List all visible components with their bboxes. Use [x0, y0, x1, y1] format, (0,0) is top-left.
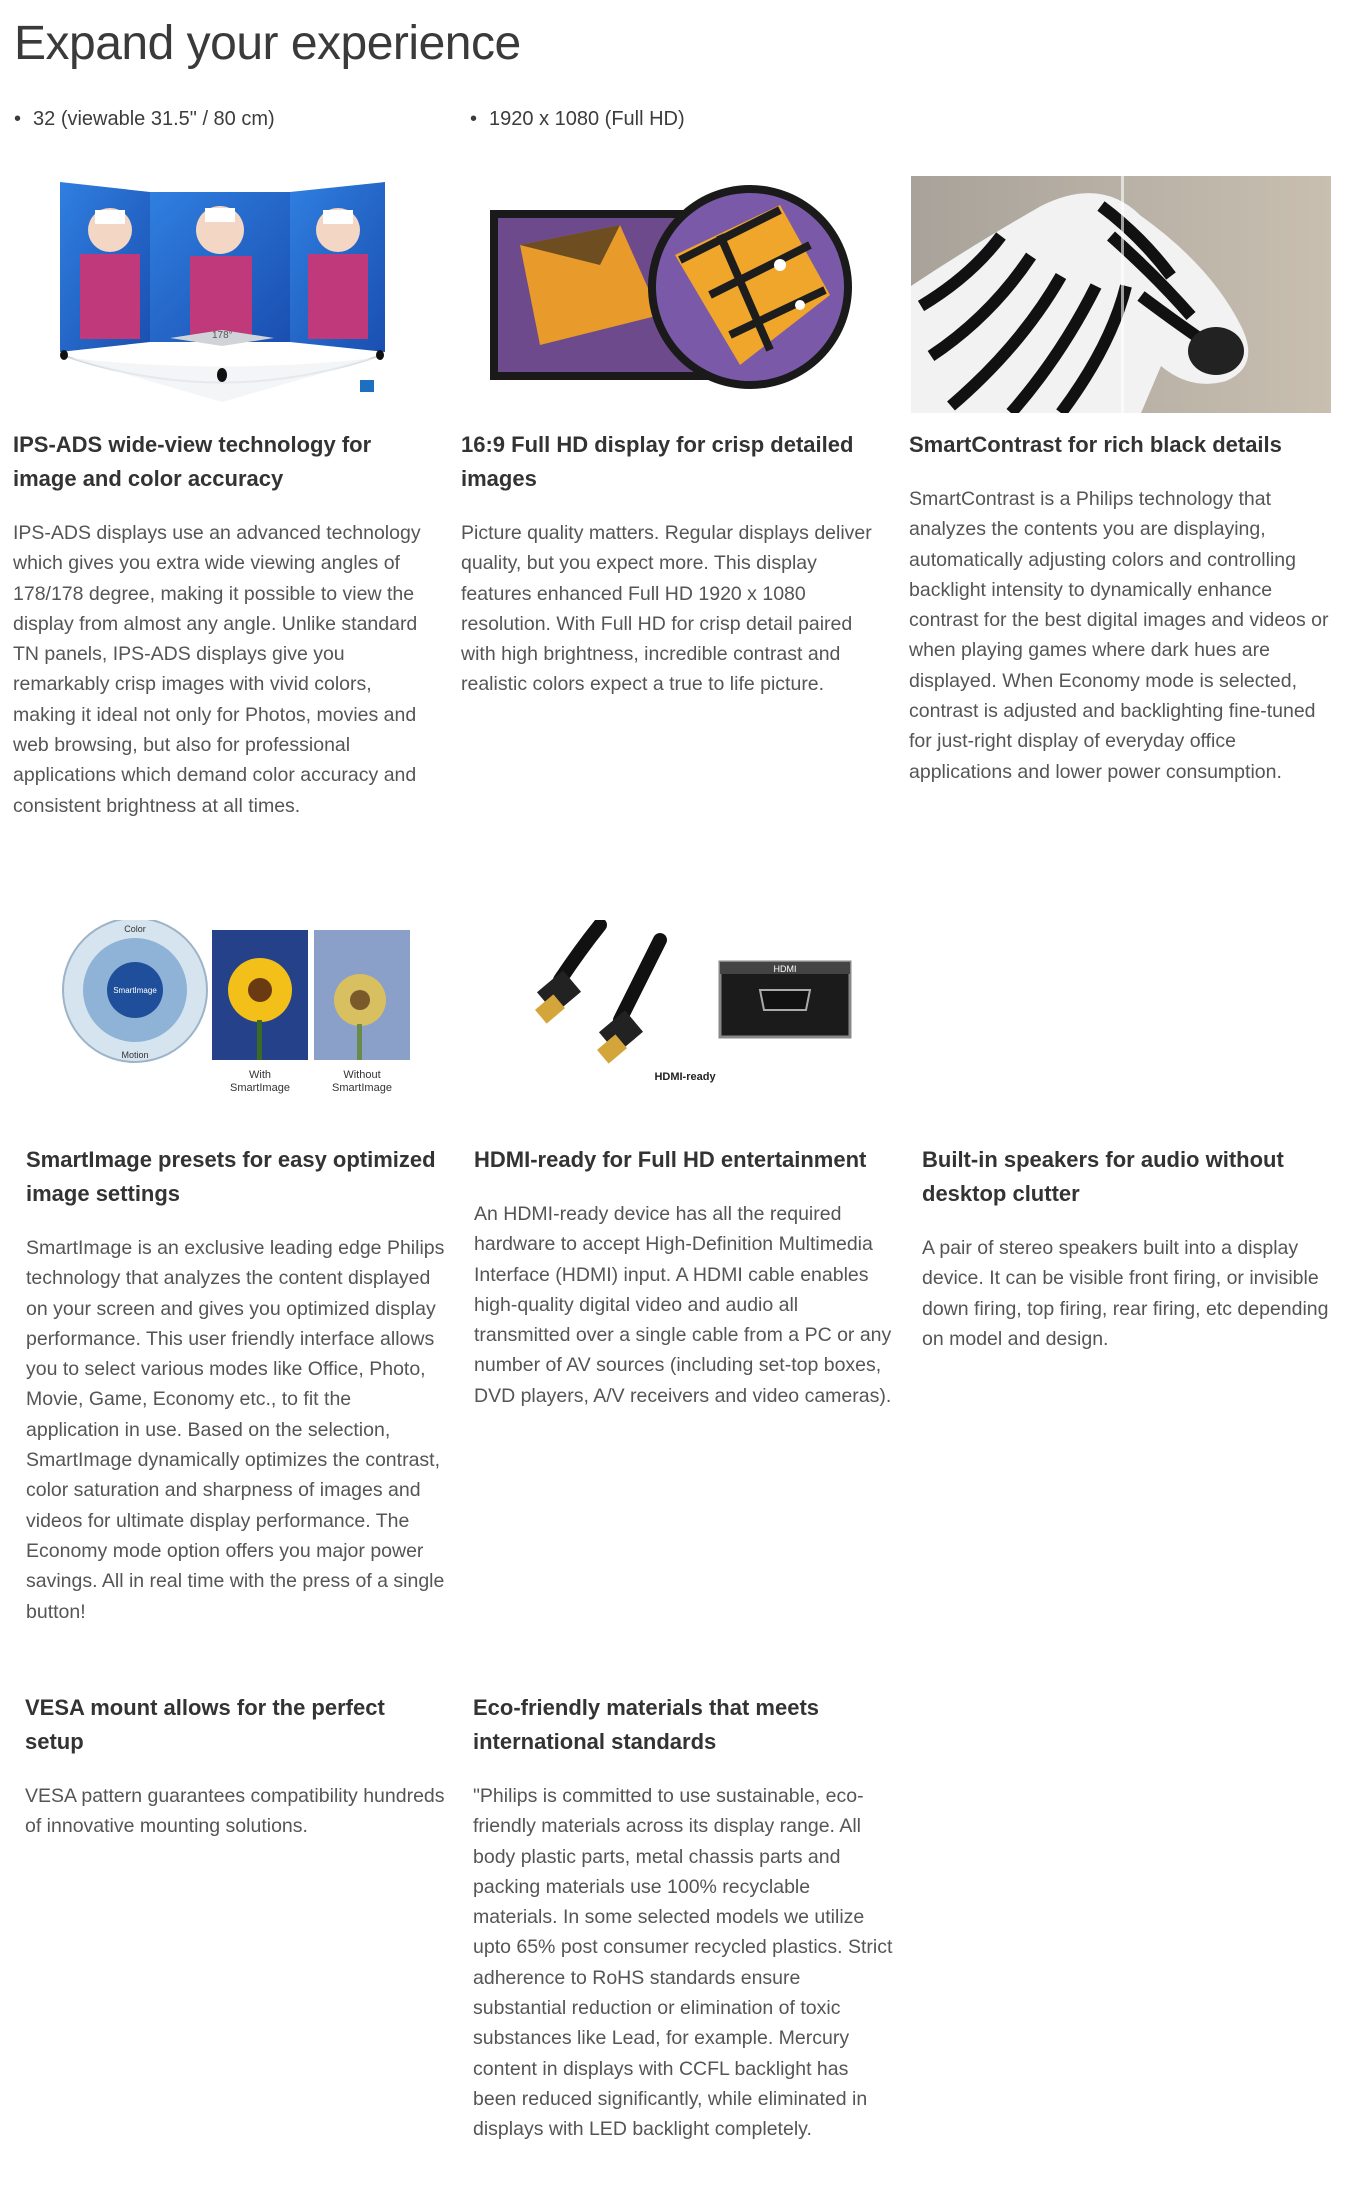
wheel-center-label: SmartImage [113, 986, 157, 995]
child-photo-icon [80, 206, 368, 340]
feature-smartimage [26, 1143, 446, 1627]
feature-ips-ads [13, 428, 433, 821]
feature-title: 16:9 Full HD display for crisp detailed images [461, 432, 854, 491]
feature-title: IPS-ADS wide-view technology for image and color accuracy [13, 432, 372, 491]
feature-title: VESA mount allows for the perfect setup [25, 1695, 385, 1754]
feature-body: IPS-ADS displays use an advanced technology which gives you extra wide viewing angles of 178/178 degree, making it possible to view the display from almost any angle. Unlike standard TN panels, IPS-ADS displays give you remarkably crisp images with vivid colors, making it ideal not only for Photos, movies and web browsing, but also for professional applications which demand color accuracy and consistent brightness at all times. [13, 522, 421, 817]
feature-hdmi [474, 1143, 894, 1411]
feature-body: SmartImage is an exclusive leading edge Philips technology that analyzes the content displayed on your screen and gives you optimized display performance. This user friendly interface allows you to select various modes like Office, Photo, Movie, Game, Economy etc., to fit the application in use. Based on the selection, SmartImage dynamically optimizes the contrast, color saturation and sharpness of images and videos for ultimate display performance. The Economy mode option offers you major power savings. All in real time with the press of a single button! [26, 1237, 445, 1623]
page-title: Expand your experience [14, 17, 521, 70]
feature-full-hd [461, 428, 881, 700]
feature-title: SmartImage presets for easy optimized image settings [26, 1147, 436, 1206]
feature-title: SmartContrast for rich black details [909, 432, 1282, 457]
feature-body: SmartContrast is a Philips technology that analyzes the contents you are displaying, automatically adjusting colors and controlling backlight intensity to dynamically enhance contrast for the best digital images and videos or when playing games where dark hues are displayed. When Economy mode is selected, contrast is adjusted and backlighting fine-tuned for just-right display of everyday office applications and lower power consumption. [909, 488, 1329, 783]
with-label-2: SmartImage [230, 1082, 290, 1094]
ips-wide-view-image [40, 170, 400, 410]
feature-body: Picture quality matters. Regular displays deliver quality, but you expect more. This display features enhanced Full HD 1920 x 1080 resolution. With Full HD for crisp detail paired with high brightness, incredible contrast and realistic colors expect a true to life picture. [461, 522, 872, 696]
feature-body: An HDMI-ready device has all the required hardware to accept High-Definition Multimedia Interface (HDMI) input. A HDMI cable enables high-quality digital video and audio all transmitted over a single cable from a PC or any number of AV sources (including set-top boxes, DVD players, A/V receivers and video cameras). [474, 1203, 892, 1407]
without-label-2: SmartImage [332, 1082, 392, 1094]
feature-body: A pair of stereo speakers built into a display device. It can be visible front firing, or invisible down firing, top firing, rear firing, etc depending on model and design. [922, 1237, 1329, 1350]
hdmi-port-label: HDMI [773, 964, 797, 974]
smartimage-image [60, 920, 420, 1110]
feature-smartcontrast [909, 428, 1329, 787]
feature-eco-friendly [473, 1691, 893, 2145]
full-hd-butterfly-image [480, 175, 860, 405]
feature-vesa [25, 1691, 445, 1842]
smartcontrast-zebra-image [911, 176, 1331, 413]
feature-title: HDMI-ready for Full HD entertainment [474, 1147, 867, 1172]
spec-resolution [470, 108, 685, 131]
without-label-1: Without [343, 1069, 381, 1081]
wheel-motion-label: Motion [121, 1050, 149, 1060]
feature-title: Built-in speakers for audio without desktop clutter [922, 1147, 1284, 1206]
angle-label: 178° [212, 330, 233, 341]
with-label-1: With [249, 1069, 271, 1081]
wheel-color-label: Color [124, 924, 146, 934]
feature-body: VESA pattern guarantees compatibility hundreds of innovative mounting solutions. [25, 1785, 445, 1838]
hdmi-image [520, 920, 860, 1095]
hdmi-caption: HDMI-ready [654, 1071, 716, 1083]
spec-size [14, 108, 275, 131]
feature-title: Eco-friendly materials that meets international standards [473, 1695, 820, 1754]
feature-speakers [922, 1143, 1347, 1354]
feature-body: "Philips is committed to use sustainable, eco-friendly materials across its display range. All body plastic parts, metal chassis parts and packing materials use 100% recyclable materials. In some selected models we utilize upto 65% post consumer recycled plastics. Strict adherence to RoHS standards ensure substantial reduction or elimination of toxic substances like Lead, for example. Mercury content in displays with CCFL backlight has been reduced significantly, while eliminated in displays with LED backlight completely. [473, 1785, 893, 2141]
spec-resolution-text: 1920 x 1080 (Full HD) [489, 108, 685, 130]
spec-size-text: 32 (viewable 31.5" / 80 cm) [33, 108, 275, 130]
bullet-icon: • [14, 108, 22, 130]
bullet-icon: • [470, 108, 478, 130]
